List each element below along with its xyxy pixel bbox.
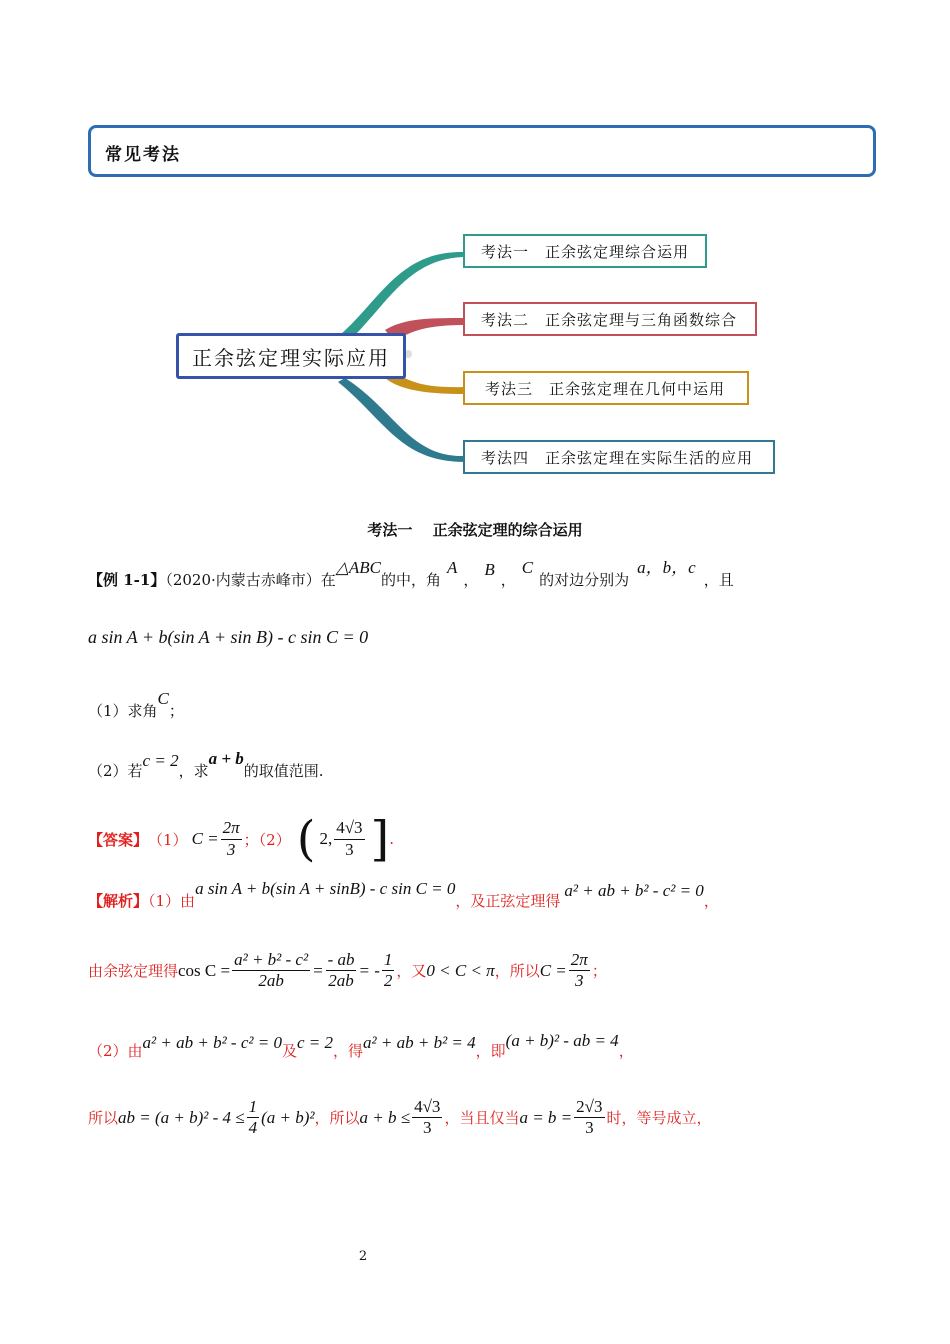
sol-l4-frac-2-num: 4√3 xyxy=(412,1097,442,1118)
solution-line-4 xyxy=(88,1097,712,1139)
sol-l4-b: ，所以 xyxy=(314,1109,360,1128)
angle-c: C xyxy=(521,558,534,577)
sol-l3-a: （2）由 xyxy=(88,1042,143,1060)
sol-l2-frac-1-num: a² + b² - c² xyxy=(232,950,310,971)
sol-l1-end: ， xyxy=(703,892,719,910)
sol-l2-range: 0 < C < π xyxy=(426,960,495,980)
sol-l4-frac-1 xyxy=(247,1097,260,1139)
answer-tag: 【答案】 xyxy=(88,830,149,849)
question-2 xyxy=(88,749,324,781)
q1-var: C xyxy=(157,689,169,708)
example-equation: a sin A + b(sin A + sin B) - c sin C = 0 xyxy=(88,627,369,647)
example-comma-2: ， xyxy=(500,571,516,589)
answer-frac-den: 3 xyxy=(226,839,236,859)
sol-l4-frac-3 xyxy=(574,1097,604,1139)
sol-l2-frac-2-den: 2ab xyxy=(328,971,354,991)
q2-mid: ，求 xyxy=(178,762,209,780)
sol-l2-frac-3 xyxy=(382,950,395,992)
sol-l3-eq1: a² + ab + b² - c² = 0 xyxy=(142,1033,282,1052)
sol-l2-neg: = - xyxy=(358,960,380,980)
example-text-2: 的对边分别为 xyxy=(539,571,630,589)
triangle-abc: △ABC xyxy=(335,558,381,577)
interval-frac-num: 4√3 xyxy=(334,818,364,839)
sol-l4-tail: (a + b)² xyxy=(261,1107,315,1127)
sol-l4-ineq: a + b ≤ xyxy=(359,1107,411,1127)
example-line-1 xyxy=(88,558,734,590)
sol-l2-frac-3-num: 1 xyxy=(382,950,395,971)
mindmap-branch-3-label: 考法三 正余弦定理在几何中运用 xyxy=(485,379,726,398)
sol-l4-end: 时，等号成立， xyxy=(606,1109,712,1128)
example-comma-1: ， xyxy=(463,571,479,589)
sol-l2-frac-1 xyxy=(232,950,310,992)
mindmap-branch-4-label: 考法四 正余弦定理在实际生活的应用 xyxy=(481,448,754,467)
solution-line-3 xyxy=(88,1031,634,1061)
mindmap-branch-2-label: 考法二 正余弦定理与三角函数综合 xyxy=(481,310,738,329)
sol-l2-end: ； xyxy=(591,962,607,981)
sol-l1-b: ，及正弦定理得 xyxy=(455,892,561,910)
sol-l4-a: 所以 xyxy=(88,1109,119,1128)
question-1 xyxy=(88,689,184,721)
answer-line xyxy=(88,811,395,867)
sol-l2-a: 由余弦定理得 xyxy=(88,962,179,981)
q1-prefix: （1）求角 xyxy=(88,702,158,720)
interval-frac xyxy=(334,818,364,860)
sol-l4-eq: ab = (a + b)² - 4 ≤ xyxy=(118,1107,245,1127)
sol-l2-c-eq: C = xyxy=(539,960,567,980)
q2-cond: c = 2 xyxy=(142,751,179,770)
sol-l2-c: ，所以 xyxy=(494,962,540,981)
solution-line-1 xyxy=(88,879,719,911)
sol-l2-frac-4-num: 2π xyxy=(569,950,590,971)
sol-l3-d: ，即 xyxy=(475,1042,506,1060)
sol-l4-frac-3-num: 2√3 xyxy=(574,1097,604,1118)
section-header-title: 常见考法 xyxy=(105,145,181,165)
interval-right-bracket: ] xyxy=(370,811,390,867)
q2-prefix: （2）若 xyxy=(88,762,143,780)
sol-l1-eq: a sin A + b(sin A + sinB) - c sin C = 0 xyxy=(195,879,456,898)
page-number: 2 xyxy=(358,1249,368,1264)
q2-expr: a + b xyxy=(208,749,244,768)
sol-l4-frac-1-den: 4 xyxy=(248,1118,258,1138)
example-text-3: ，且 xyxy=(703,571,734,589)
sol-l3-c2: c = 2 xyxy=(296,1033,334,1052)
sol-l2-b: ，又 xyxy=(396,962,427,981)
sol-l2-cos: cos C = xyxy=(178,960,231,980)
sol-l4-frac-1-num: 1 xyxy=(247,1097,260,1118)
sol-l4-frac-2-den: 3 xyxy=(423,1118,432,1138)
answer-frac-num: 2π xyxy=(221,818,242,839)
mindmap-branch-2 xyxy=(463,302,757,336)
answer-end: . xyxy=(389,830,395,848)
sol-l3-end: ， xyxy=(618,1042,634,1060)
sol-l2-frac-4 xyxy=(569,950,590,992)
mindmap-branch-3 xyxy=(463,371,749,405)
sol-l4-eq2: a = b = xyxy=(519,1107,573,1127)
interval-left: 2, xyxy=(319,829,333,848)
solution-line-2 xyxy=(88,950,607,992)
sol-l3-c: ，得 xyxy=(333,1042,364,1060)
sol-l2-frac-4-den: 3 xyxy=(575,971,584,991)
sides-abc: a，b，c xyxy=(637,558,696,577)
sol-l4-c: ，当且仅当 xyxy=(444,1109,520,1128)
example-text-1: 的中，角 xyxy=(380,571,441,589)
sol-l2-frac-3-den: 2 xyxy=(383,971,393,991)
mindmap-branch-1 xyxy=(463,234,707,268)
mindmap-center-node xyxy=(176,333,406,379)
angle-a: A xyxy=(446,558,458,577)
sol-l2-frac-1-den: 2ab xyxy=(258,971,284,991)
answer-c-eq: C = xyxy=(191,829,219,848)
sol-l3-eq3: (a + b)² - ab = 4 xyxy=(505,1031,619,1050)
answer-p1: （1） xyxy=(148,830,188,849)
sol-l4-frac-2 xyxy=(412,1097,442,1139)
answer-frac xyxy=(221,818,242,860)
sol-l2-frac-2-num: - ab xyxy=(326,950,357,971)
sol-l1-eq2: a² + ab + b² - c² = 0 xyxy=(564,881,704,900)
example-source: （2020·内蒙古赤峰市）在 xyxy=(165,571,336,589)
sol-l3-b: 及 xyxy=(281,1042,297,1060)
mindmap-branch-4 xyxy=(463,440,775,474)
q2-suffix: 的取值范围. xyxy=(243,762,324,780)
sol-l3-eq2: a² + ab + b² = 4 xyxy=(363,1033,476,1052)
sol-l2-eqs: = xyxy=(312,960,324,980)
mindmap-branch-1-label: 考法一 正余弦定理综合运用 xyxy=(481,242,690,261)
example-tag: 【例 1-1】 xyxy=(88,571,166,589)
q1-suffix: ； xyxy=(168,702,184,720)
sol-l1-a: （1）由 xyxy=(148,892,196,910)
sol-l2-frac-2 xyxy=(326,950,357,992)
interval-left-paren: ( xyxy=(296,811,316,867)
answer-p2: ；（2） xyxy=(243,830,291,849)
angle-b: B xyxy=(484,560,495,579)
interval-frac-den: 3 xyxy=(345,839,354,859)
mindmap-center-label: 正余弦定理实际应用 xyxy=(192,345,390,370)
section-title: 考法一 正余弦定理的综合运用 xyxy=(367,521,583,539)
solution-tag: 【解析】 xyxy=(88,892,149,910)
sol-l4-frac-3-den: 3 xyxy=(585,1118,594,1138)
